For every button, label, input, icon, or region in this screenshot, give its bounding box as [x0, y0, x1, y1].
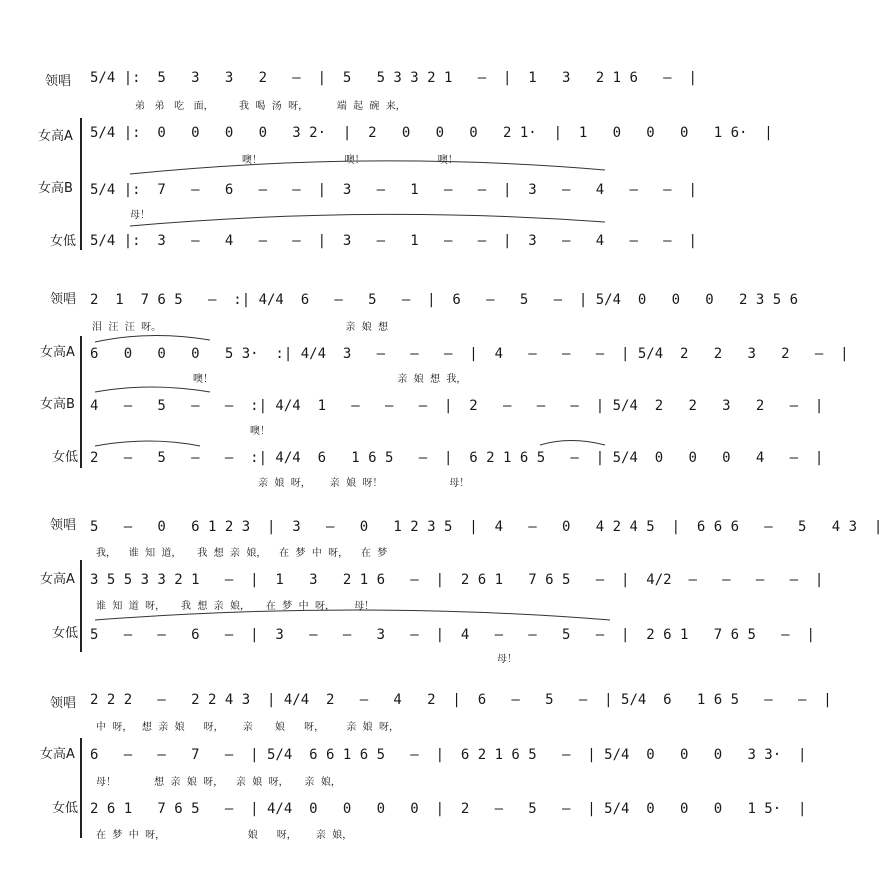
part-notes: 2 1 7 6 5 – :| 4/4 6 – 5 – | 6 – 5 – | 5/4 0 0 0 2 3 5 6	[90, 292, 799, 308]
part-lyrics: 谁 知 道 呀， 我 想 亲 娘， 在 梦 中 呀， 母！	[96, 601, 375, 612]
slur-arc	[95, 610, 610, 620]
part-notes: 6 – – 7 – | 5/4 6 6 1 6 5 – | 6 2 1 6 5 – | 5/4 0 0 0 3 3· |	[90, 747, 807, 763]
part-label: 女低	[52, 450, 79, 465]
part-label: 领唱	[50, 696, 77, 711]
part-label: 领唱	[45, 74, 72, 89]
part-lyrics: 母！	[497, 654, 517, 665]
part-notes: 5/4 |: 3 – 4 – – | 3 – 1 – – | 3 – 4 – – |	[90, 233, 697, 249]
part-lyrics: 噢！ 亲 娘 想 我，	[193, 374, 467, 385]
part-notes: 5/4 |: 5 3 3 2 – | 5 5 3 3 2 1 – | 1 3 2 1 6 – |	[90, 70, 697, 86]
part-label: 领唱	[50, 292, 77, 307]
slur-arc	[95, 335, 210, 342]
part-lyrics: 我， 谁 知 道， 我 想 亲 娘， 在 梦 中 呀， 在 梦	[96, 548, 388, 559]
part-lyrics: 母！	[130, 210, 150, 221]
slur-arc	[540, 441, 605, 446]
part-notes: 5 – – 6 – | 3 – – 3 – | 4 – – 5 – | 2 6 1 7 6 5 – |	[90, 627, 815, 643]
part-label: 女高A	[40, 345, 75, 360]
part-lyrics: 弟 弟 吃 面， 我 喝 汤 呀， 端 起 碗 来，	[135, 101, 406, 112]
part-lyrics: 母！ 想 亲 娘 呀， 亲 娘 呀， 亲 娘，	[96, 777, 341, 788]
part-label: 女高A	[40, 747, 75, 762]
part-notes: 2 2 2 – 2 2 4 3 | 4/4 2 – 4 2 | 6 – 5 – | 5/4 6 1 6 5 – – |	[90, 692, 832, 708]
part-notes: 5/4 |: 7 – 6 – – | 3 – 1 – – | 3 – 4 – – |	[90, 182, 697, 198]
part-label: 女低	[52, 626, 79, 641]
slur-arc	[95, 441, 200, 446]
slur-arc	[130, 161, 605, 174]
part-notes: 6 0 0 0 5 3· :| 4/4 3 – – – | 4 – – – | 5/4 2 2 3 2 – |	[90, 346, 849, 362]
part-label: 女高A	[38, 129, 73, 144]
slur-arc	[130, 214, 605, 226]
part-label: 女低	[50, 234, 77, 249]
part-notes: 4 – 5 – – :| 4/4 1 – – – | 2 – – – | 5/4 2 2 3 2 – |	[90, 398, 824, 414]
part-notes: 5 – 0 6 1 2 3 | 3 – 0 1 2 3 5 | 4 – 0 4 2 4 5 | 6 6 6 – 5 4 3 |	[90, 519, 882, 535]
part-lyrics: 亲 娘 呀， 亲 娘 呀！ 母！	[258, 478, 470, 489]
part-lyrics: 泪 汪 汪 呀。 亲 娘 想	[92, 322, 389, 333]
part-notes: 3 5 5 3 3 2 1 – | 1 3 2 1 6 – | 2 6 1 7 6 5 – | 4/2 – – – – |	[90, 572, 824, 588]
part-label: 女低	[52, 801, 79, 816]
part-lyrics: 噢！ 噢！ 噢！	[242, 155, 458, 166]
part-label: 女高B	[40, 397, 75, 412]
part-label: 女高B	[38, 181, 73, 196]
part-notes: 2 – 5 – – :| 4/4 6 1 6 5 – | 6 2 1 6 5 – | 5/4 0 0 0 4 – |	[90, 450, 824, 466]
part-notes: 5/4 |: 0 0 0 0 3 2· | 2 0 0 0 2 1· | 1 0 0 0 1 6· |	[90, 125, 773, 141]
part-notes: 2 6 1 7 6 5 – | 4/4 0 0 0 0 | 2 – 5 – | 5/4 0 0 0 1 5· |	[90, 801, 807, 817]
part-lyrics: 在 梦 中 呀， 娘 呀， 亲 娘，	[96, 830, 353, 841]
part-label: 领唱	[50, 518, 77, 533]
slur-arc	[95, 387, 210, 392]
part-lyrics: 中 呀， 想 亲 娘 呀， 亲 娘 呀， 亲 娘 呀，	[96, 722, 400, 733]
part-lyrics: 噢！	[250, 426, 270, 437]
part-label: 女高A	[40, 572, 75, 587]
